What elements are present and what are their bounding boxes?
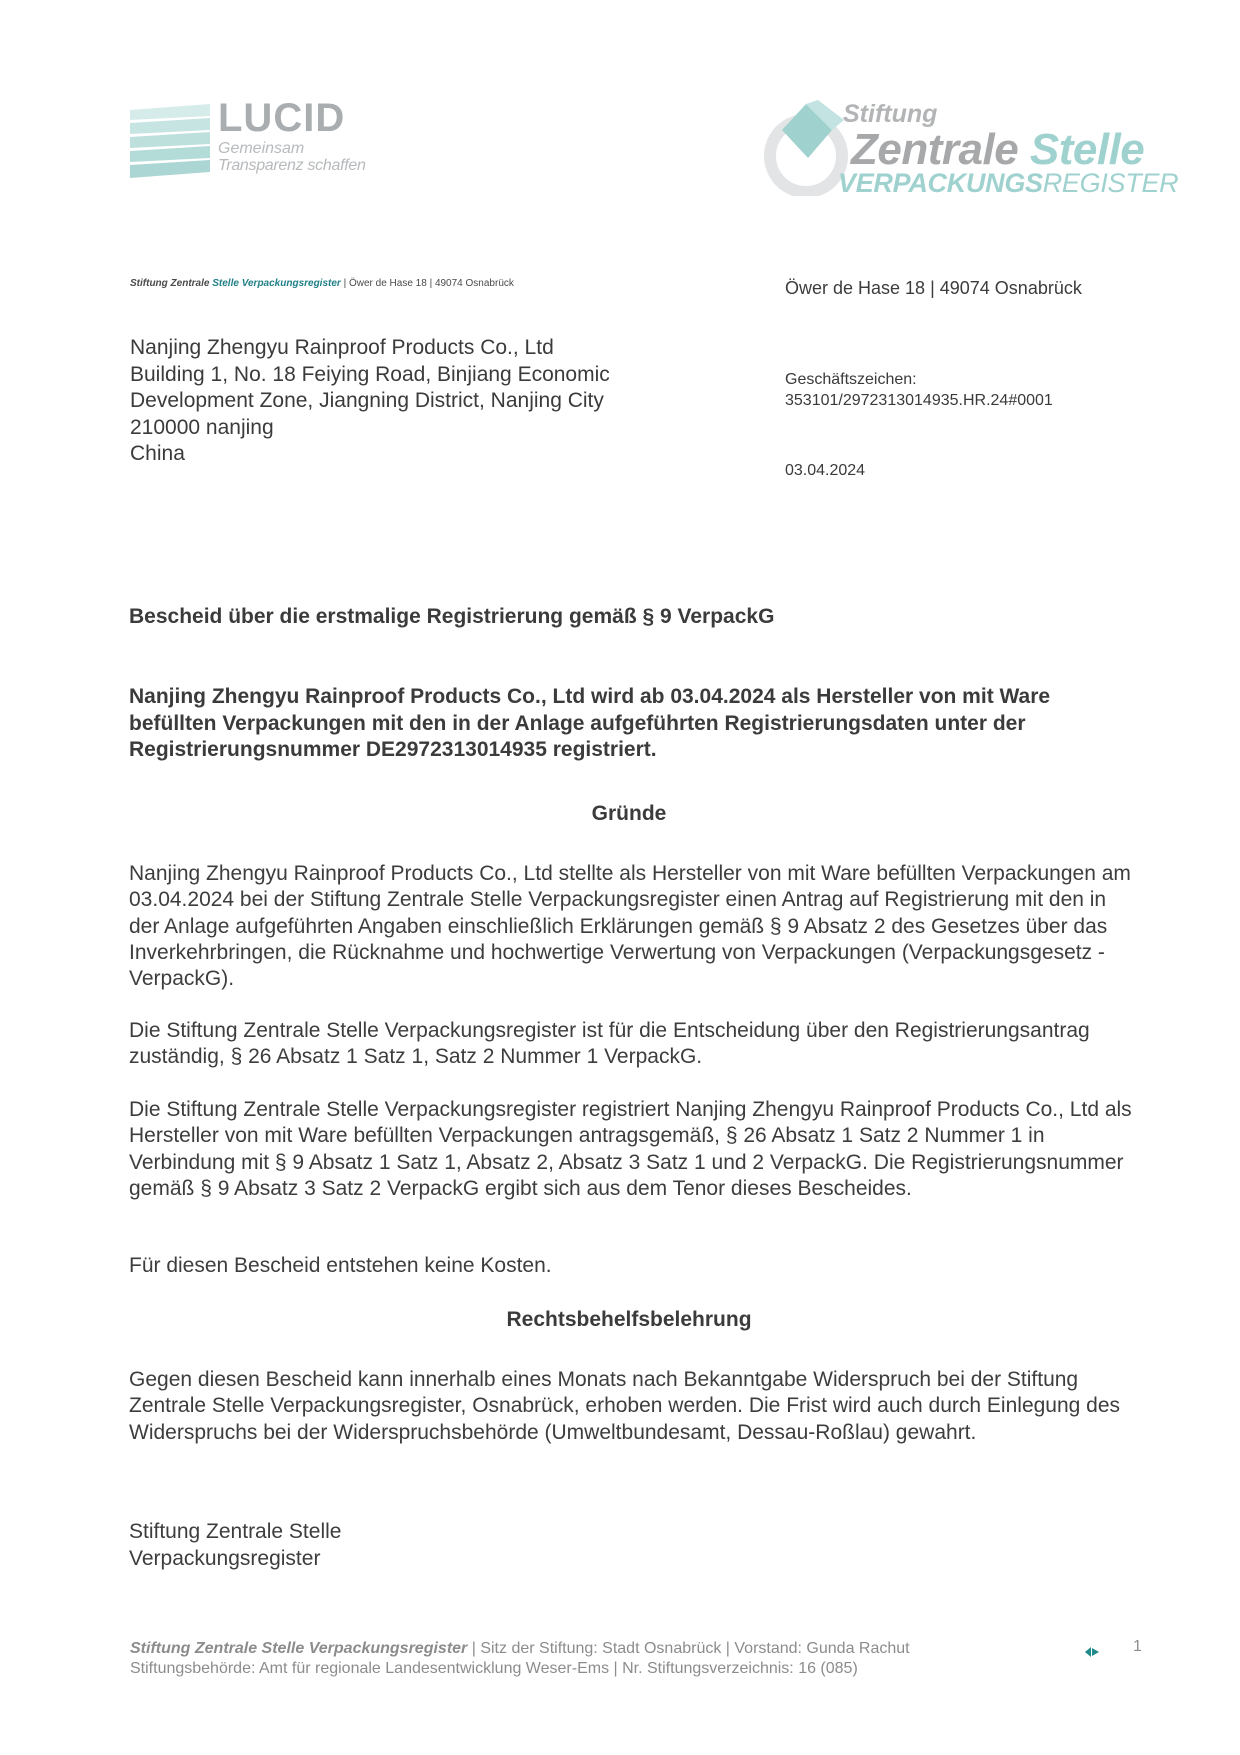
zsvr-logo-line2-a: Zentrale: [851, 125, 1030, 174]
zsvr-logo-line3-a: VERPACKUNGS: [838, 168, 1043, 198]
lucid-tagline-1: Gemeinsam: [218, 140, 305, 157]
signature-line: Stiftung Zentrale Stelle: [129, 1520, 342, 1543]
decision-title: Bescheid über die erstmalige Registrierung gemäß § 9 VerpackG: [129, 605, 775, 628]
reasons-heading: Gründe: [591, 802, 667, 825]
footer-line-1: [130, 1640, 910, 1658]
sender-org-b: Stelle Verpackungsregister: [212, 278, 341, 289]
page-number: 1: [1133, 1638, 1142, 1655]
recipient-address: [130, 335, 610, 468]
sender-line: [130, 278, 514, 289]
reasons-paragraph-1: Nanjing Zhengyu Rainproof Products Co., Ltd stellte als Hersteller von mit Ware befüllten Verpackungen am 03.04.2024 bei der Stiftung Zentrale Stelle Verpackungsregister einen Antrag auf Registrierung mit den in der Anlage aufgeführten Angaben einschließlich Erklärungen gemäß § 9 Absatz 2 des Gesetzes über das Inverkehrbringen, die Rücknahme und hochwertige Verwertung von Verpackungen (Verpackungsgesetz - VerpackG).: [129, 862, 1131, 991]
legal-remedy-text: Gegen diesen Bescheid kann innerhalb eines Monats nach Bekanntgabe Widerspruch bei der Stiftung Zentrale Stelle Verpackungsregister, Osnabrück, erhoben werden. Die Frist wird auch durch Einlegung des Widerspruchs bei der Widerspruchsbehörde (Umweltbundesamt, Dessau-Roßlau) gewahrt.: [129, 1368, 1121, 1444]
recipient-line: Nanjing Zhengyu Rainproof Products Co., Ltd: [130, 336, 554, 359]
sender-org-a: Stiftung Zentrale: [130, 278, 213, 289]
sender-address: | Öwer de Hase 18 | 49074 Osnabrück: [340, 278, 514, 289]
office-address: Öwer de Hase 18 | 49074 Osnabrück: [785, 278, 1082, 298]
teal-arrow-icon: [1085, 1646, 1101, 1658]
reference-value: 353101/2972313014935.HR.24#0001: [785, 392, 1053, 409]
footer-line-2: Stiftungsbehörde: Amt für regionale Landesentwicklung Weser-Ems | Nr. Stiftungsverzeichnis: 16 (085): [130, 1660, 858, 1677]
recipient-line: Building 1, No. 18 Feiying Road, Binjiang Economic: [130, 362, 610, 386]
reasons-paragraph-4: Für diesen Bescheid entstehen keine Kosten.: [129, 1254, 552, 1277]
reasons-paragraph-2: Die Stiftung Zentrale Stelle Verpackungsregister ist für die Entscheidung über den Registrierungsantrag zuständig, § 26 Absatz 1 Satz 1, Satz 2 Nummer 1 VerpackG.: [129, 1019, 1090, 1069]
zsvr-logo-line2-b: Stelle: [1029, 125, 1145, 174]
lucid-wordmark: LUCID: [218, 96, 346, 140]
signature-line: Verpackungsregister: [129, 1546, 321, 1570]
recipient-line: Development Zone, Jiangning District, Nanjing City: [130, 389, 604, 412]
zsvr-logo-line3: [838, 168, 1178, 198]
legal-remedy-heading: Rechtsbehelfsbelehrung: [506, 1308, 752, 1331]
document-date: 03.04.2024: [785, 462, 866, 479]
lucid-logo-icon: [130, 104, 210, 180]
lucid-tagline-2: Transparenz schaffen: [218, 157, 366, 174]
zsvr-logo-line1: Stiftung: [843, 100, 938, 128]
recipient-line: 210000 nanjing: [130, 415, 274, 439]
footer-line-1-rest: | Sitz der Stiftung: Stadt Osnabrück | Vorstand: Gunda Rachut: [467, 1640, 910, 1657]
reasons-paragraph-3: Die Stiftung Zentrale Stelle Verpackungsregister registriert Nanjing Zhengyu Rainproof Products Co., Ltd als Hersteller von mit Ware befüllten Verpackungen antragsgemäß, § 26 Absatz 1 Satz 2 Nummer 1 in Verbindung mit § 9 Absatz 1 Satz 1, Absatz 2, Absatz 3 Satz 1 und 2 VerpackG. Die Registrierungsnummer gemäß § 9 Absatz 3 Satz 2 VerpackG ergibt sich aus dem Tenor dieses Bescheides.: [129, 1098, 1132, 1200]
recipient-line: China: [130, 442, 185, 465]
footer-org: Stiftung Zentrale Stelle Verpackungsregister: [130, 1640, 468, 1657]
decision-tenor: Nanjing Zhengyu Rainproof Products Co., Ltd wird ab 03.04.2024 als Hersteller von mit Ware befüllten Verpackungen mit den in der Anlage aufgeführten Registrierungsdaten unter der Registrierungsnummer DE2972313014935 registriert.: [129, 685, 1051, 761]
signature-block: [129, 1519, 341, 1572]
zsvr-logo-line2: [851, 126, 1144, 174]
zsvr-logo-line3-b: REGISTER: [1042, 168, 1179, 198]
reference-label: Geschäftszeichen:: [785, 371, 917, 388]
